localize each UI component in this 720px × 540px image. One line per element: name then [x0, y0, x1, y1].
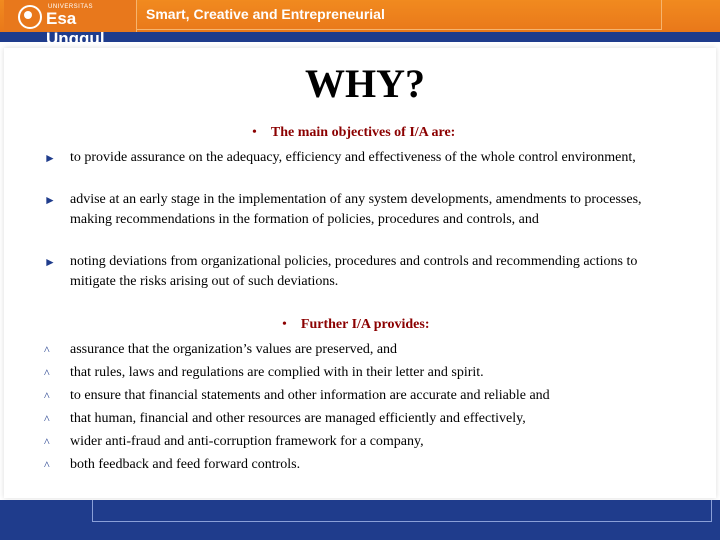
list-item-text: to provide assurance on the adequacy, efficiency and effectiveness of the whole control environment, [70, 150, 636, 165]
list-item-text: that human, financial and other resources are managed efficiently and effectively, [70, 411, 526, 426]
caret-bullet-icon: ^ [44, 343, 50, 357]
logo-small-text: UNIVERSITAS [48, 4, 94, 10]
caret-bullet-icon: ^ [44, 389, 50, 403]
section2-heading [282, 317, 430, 333]
list-item-text: noting deviations from organizational policies, procedures and controls and recommending actions to mitigate the risks arising out of such deviations. [70, 254, 638, 289]
list-item [44, 432, 664, 452]
bullet-icon: • [282, 317, 287, 332]
caret-bullet-icon: ^ [44, 366, 50, 380]
list-item [44, 409, 664, 429]
list-item-text: both feedback and feed forward controls. [70, 457, 301, 472]
list-item [44, 190, 664, 230]
list-item [44, 252, 664, 292]
list-item [44, 363, 664, 383]
list-item [44, 455, 664, 475]
section1-heading-text: The main objectives of I/A are: [270, 125, 456, 140]
arrow-bullet-icon: ► [44, 255, 56, 269]
slide-title: WHY? [305, 61, 425, 106]
caret-bullet-icon: ^ [44, 412, 50, 426]
logo [4, 0, 137, 48]
list-item-text: to ensure that financial statements and other information are accurate and reliable and [70, 388, 550, 403]
arrow-bullet-icon: ► [44, 193, 56, 207]
list-item-text: assurance that the organization’s values are preserved, and [70, 342, 398, 357]
caret-bullet-icon: ^ [44, 458, 50, 472]
caret-bullet-icon: ^ [44, 435, 50, 449]
bullet-icon: • [252, 125, 257, 140]
list-item-text: advise at an early stage in the implementation of any system developments, amendments to processes, making recommendations in the formation of policies, procedures and controls, and [70, 192, 642, 227]
list-item [44, 340, 664, 360]
footer-frame [92, 500, 712, 522]
section1-heading [252, 125, 455, 141]
list-item-text: that rules, laws and regulations are complied with in their letter and spirit. [70, 365, 484, 380]
list-item [44, 386, 664, 406]
tagline: Smart, Creative and Entrepreneurial [146, 6, 385, 22]
section2-heading-text: Further I/A provides: [300, 317, 430, 332]
logo-emblem-icon [18, 5, 42, 29]
logo-text: Esa Unggul [46, 9, 105, 48]
list-item [44, 148, 664, 168]
list-item-text: wider anti-fraud and anti-corruption framework for a company, [70, 434, 424, 449]
arrow-bullet-icon: ► [44, 151, 56, 165]
